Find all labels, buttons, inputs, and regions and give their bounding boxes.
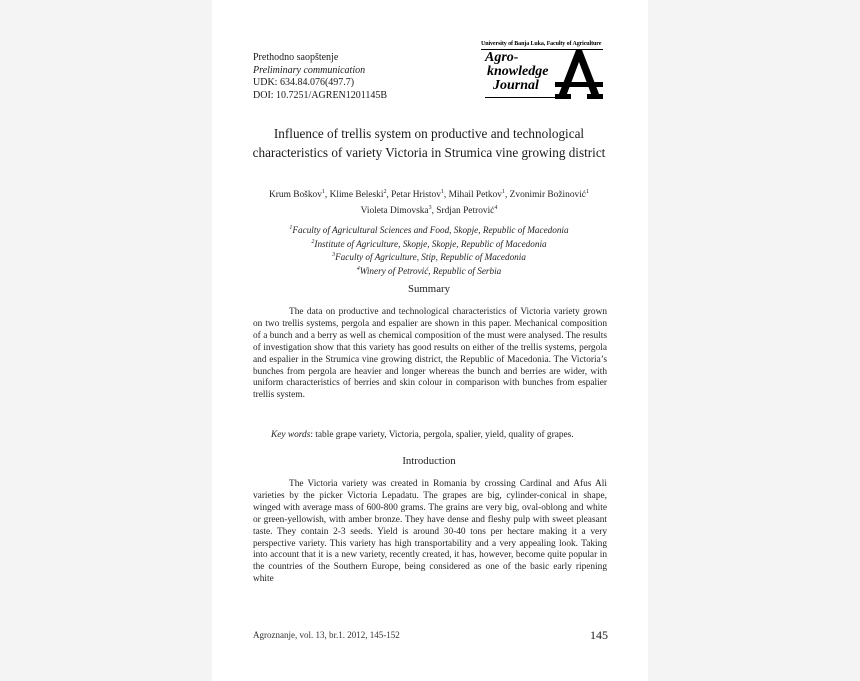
logo-line-3: Journal <box>493 78 539 93</box>
summary-paragraph <box>253 307 607 402</box>
journal-citation: Agroznanje, vol. 13, br.1. 2012, 145-152 <box>253 630 400 640</box>
introduction-text: The Victoria variety was created in Romania by crossing Cardinal and Afus Ali varieties by the picker Victoria Lepadatu. The grapes are big, cylinder-conical in shape, winged with average mass of 600-800 grams. The grains are very big, oval-oblong and white or green-yellowish, with amber bronze. They have dense and fleshy pulp with sweet pleasant taste. They contain 2-3 seeds. Yield is around 30-40 tons per hectare making it a very perspective variety. This variety has high transportability and a very appealing look. Taking into account that it is a new variety, recently created, it has, however, become quite popular in the countries of the Southern Europe, being considered as one of the basic early ripening white <box>253 479 607 585</box>
logo-line-1: Agro- <box>485 50 519 65</box>
affiliation-text: Faculty of Agricultural Sciences and Food, Skopje, Republic of Macedonia <box>292 225 569 236</box>
page-number: 145 <box>590 628 608 642</box>
author-name: Klime Beleski <box>329 190 384 201</box>
author-line-1: Krum Boškov$^1$, Klime Beleski$^2$, Petar Hristov$^1$, Mihail Petkov$^1$, Zvonimir Božinović$^1$ <box>269 189 589 201</box>
affiliation-marker: 4 <box>356 265 360 272</box>
author-list <box>240 186 618 218</box>
article-type-local: Prethodno saopštenje <box>253 52 339 63</box>
logo-letter-a-icon <box>555 49 603 99</box>
logo-line-2: knowledge <box>487 64 549 79</box>
author-affil-marker: 2 <box>383 189 387 195</box>
affiliation-marker: 2 <box>311 238 315 245</box>
author-affil-marker: 1 <box>440 189 444 195</box>
author-affil-marker: 1 <box>585 189 589 195</box>
affiliation-text: Institute of Agriculture, Skopje, Skopje, Republic of Macedonia <box>314 238 547 249</box>
author-line-2: Violeta Dimovska$^3$, Srdjan Petrović$^4$ <box>360 205 498 217</box>
logo-journal-name <box>485 51 561 93</box>
author-name: Srdjan Petrović <box>436 206 495 217</box>
author-name: Violeta Dimovska <box>360 206 429 217</box>
affiliation-item <box>240 223 618 237</box>
affiliation-text: Winery of Petrović, Republic of Serbia <box>359 265 502 276</box>
author-name: Krum Boškov <box>269 190 322 201</box>
doi: DOI: 10.7251/AGREN1201145B <box>253 89 388 101</box>
affiliation-item <box>240 264 618 278</box>
summary-heading: Summary <box>408 283 450 295</box>
author-affil-marker: 3 <box>428 205 432 212</box>
introduction-paragraph <box>253 479 607 586</box>
author-name: Mihail Petkov <box>448 190 502 201</box>
affiliation-marker: 1 <box>289 225 293 231</box>
affiliation-item <box>240 250 618 264</box>
author-name: Zvonimir Božinović <box>509 190 586 201</box>
affiliation-text: Faculty of Agriculture, Stip, Republic of Macedonia <box>335 252 526 263</box>
udk-code: UDK: 634.84.076(497.7) <box>253 77 355 88</box>
keywords <box>271 429 574 441</box>
author-affil-marker: 1 <box>321 189 325 195</box>
paper-title: Influence of trellis system on productive and technological characteristics of variety Victoria in Strumica vine growing district <box>252 126 606 160</box>
logo-university-text: University of Banja Luka, Faculty of Agriculture <box>481 41 602 47</box>
affiliation-item <box>240 237 618 251</box>
author-affil-marker: 1 <box>501 189 505 195</box>
affiliation-marker: 3 <box>332 252 336 259</box>
introduction-heading: Introduction <box>402 455 456 467</box>
summary-text: The data on productive and technological characteristics of Victoria variety grown on two trellis systems, pergola and espalier are shown in this paper. Mechanical composition of a bunch and a berry as well as chemical composition of the must were analysed. The results of investigation show that this variety has good results on either of the trellis systems, pergola and espalier in the Strumica vine growing district, the Republic of Macedonia. The Victoria’s bunches from pergola are heavier and longer whereas the bunch and berries are wider, with uniform characteristics of berries and skin colour in comparison with bunches from espalier trellis system. <box>253 307 607 401</box>
keywords-label: Key words <box>271 430 311 440</box>
author-affil-marker: 4 <box>494 205 498 212</box>
article-type-english: Preliminary communication <box>253 64 366 76</box>
keywords-text: : table grape variety, Victoria, pergola, spalier, yield, quality of grapes. <box>310 430 574 440</box>
article-metadata <box>253 52 387 102</box>
affiliation-list <box>240 223 618 277</box>
journal-logo <box>481 41 603 99</box>
logo-underline <box>485 97 561 98</box>
author-name: Petar Hristov <box>391 190 441 201</box>
